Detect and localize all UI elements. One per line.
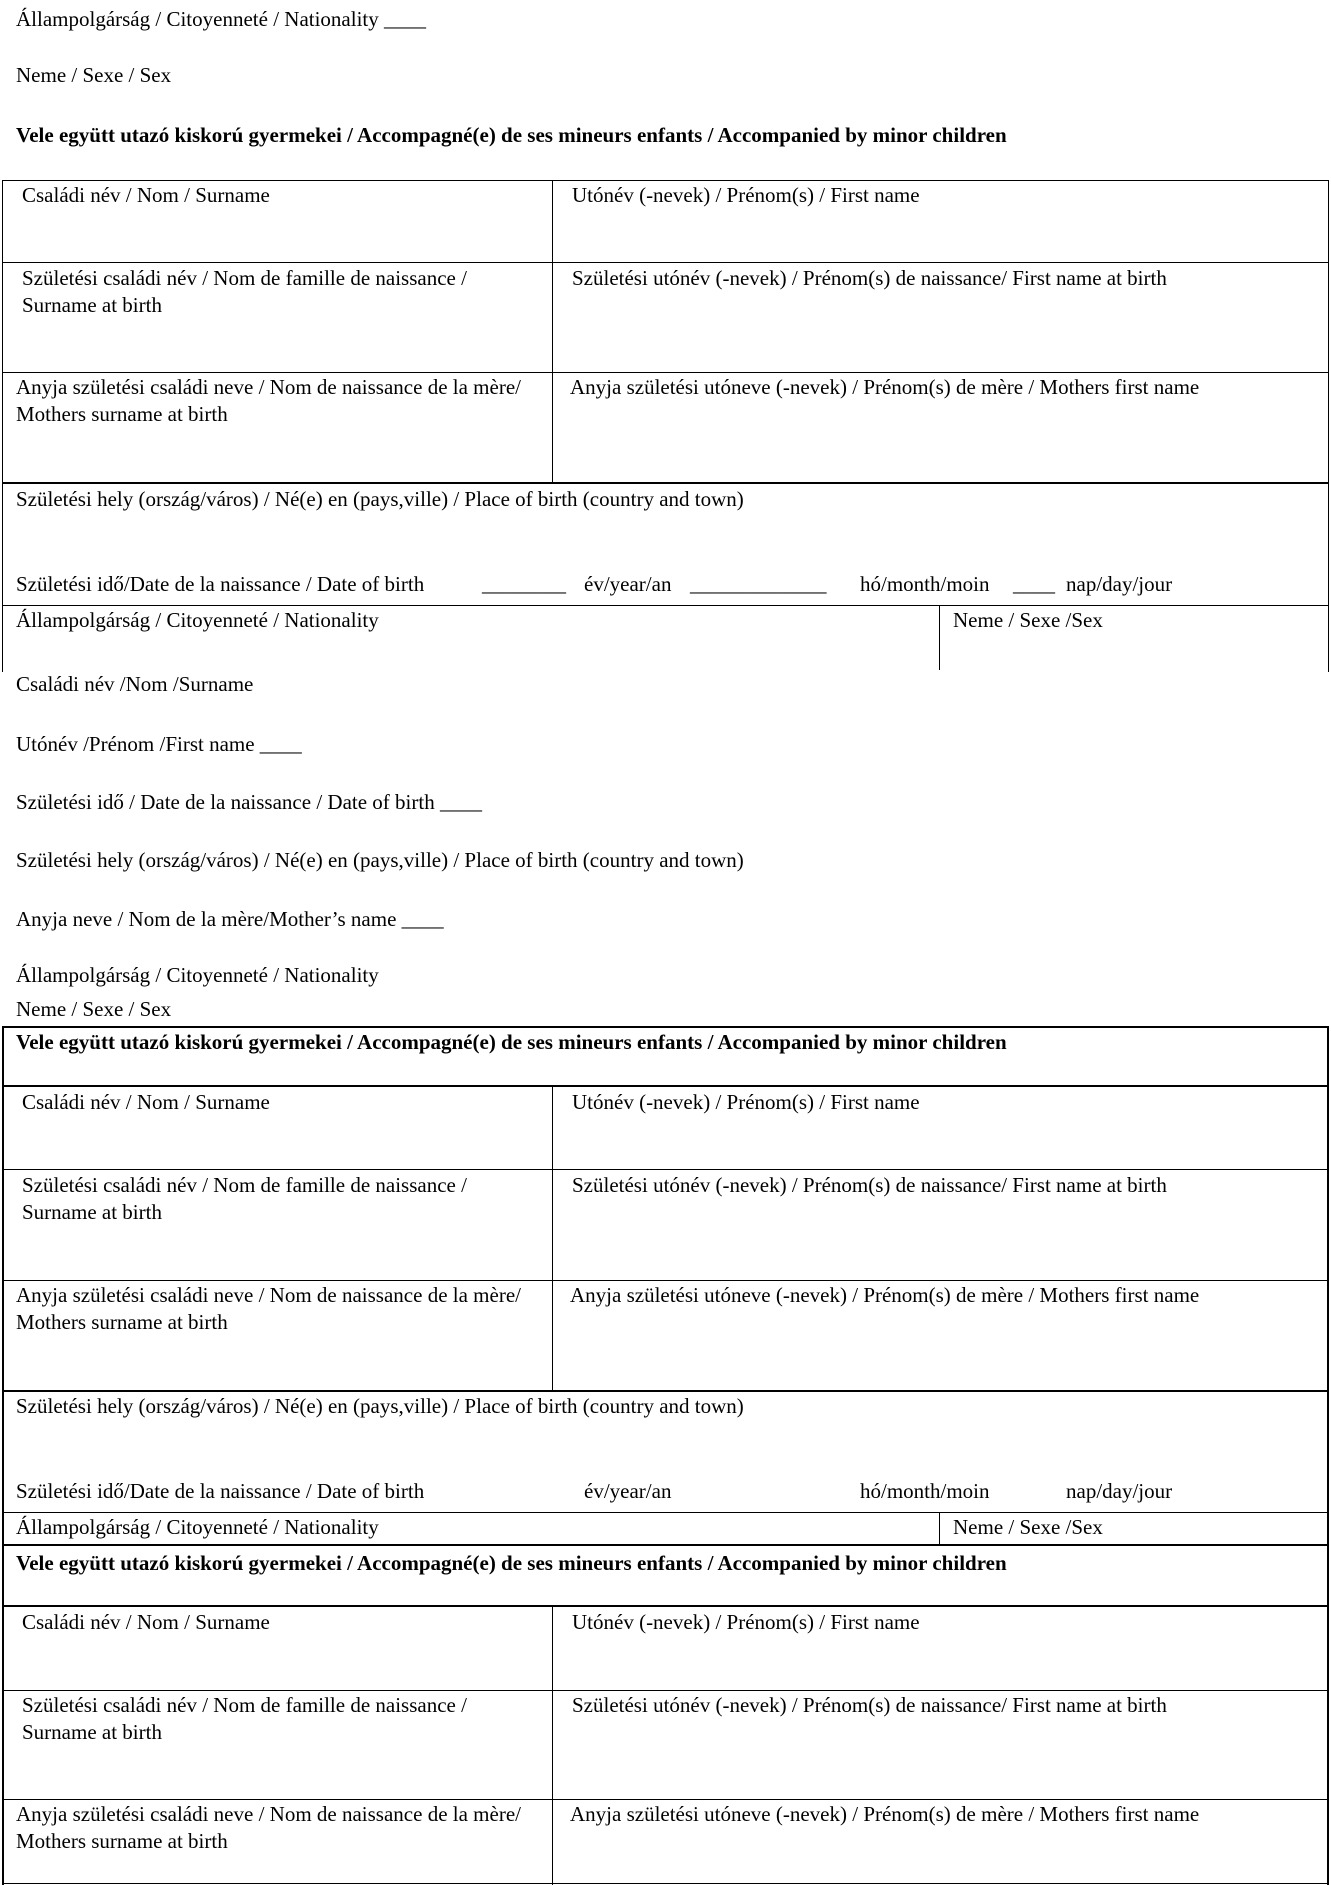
dob-day-blank: ____ [1013, 572, 1055, 596]
first-name-label: Utónév (-nevek) / Prénom(s) / First name [572, 1610, 920, 1634]
block-1-divider [552, 180, 553, 483]
top-sex: Neme / Sexe / Sex [16, 63, 172, 87]
top-nationality: Állampolgárság / Citoyenneté / Nationality ____ [16, 7, 427, 31]
block-2-rule [2, 1280, 1329, 1281]
birth-surname-label: Születési családi név / Nom de famille de naissance / Surname at birth [22, 1693, 467, 1744]
block-3-left-edge [2, 1546, 4, 1885]
block-2-rule [2, 1085, 1329, 1087]
block-1-rule [2, 262, 1329, 263]
top-accompanied-heading: Vele együtt utazó kiskorú gyermekei / Accompagné(e) de ses mineurs enfants / Accompanied by minor children [16, 123, 1007, 147]
block-3-divider [552, 1606, 553, 1885]
block-2-rule [2, 1512, 1329, 1513]
mid-dob: Születési idő / Date de la naissance / Date of birth ____ [16, 790, 482, 814]
dob-month-label: hó/month/moin [860, 572, 990, 596]
place-of-birth-label: Születési hely (ország/város) / Né(e) en (pays,ville) / Place of birth (country and town) [16, 1394, 744, 1418]
place-of-birth-label: Születési hely (ország/város) / Né(e) en (pays,ville) / Place of birth (country and town) [16, 487, 744, 511]
mother-first-name-label: Anyja születési utóneve (-nevek) / Prénom(s) de mère / Mothers first name [570, 1283, 1200, 1307]
surname-label: Családi név / Nom / Surname [22, 183, 270, 207]
block-2-divider [552, 1086, 553, 1392]
block-2-rule [2, 1169, 1329, 1170]
block-1-divider [939, 605, 940, 672]
dob-label: Születési idő/Date de la naissance / Date of birth [16, 1479, 425, 1503]
mid-surname: Családi név /Nom /Surname [16, 672, 254, 696]
block-1-rule [2, 372, 1329, 373]
mid-first-name: Utónév /Prénom /First name ____ [16, 732, 302, 756]
mother-first-name-label: Anyja születési utóneve (-nevek) / Prénom(s) de mère / Mothers first name [570, 375, 1200, 399]
block-2-divider [939, 1512, 940, 1546]
dob-month-blank: _____________ [690, 572, 827, 596]
sex-label: Neme / Sexe /Sex [953, 608, 1103, 632]
first-name-label: Utónév (-nevek) / Prénom(s) / First name [572, 183, 920, 207]
birth-surname-label: Születési családi név / Nom de famille de naissance / Surname at birth [22, 1173, 467, 1224]
birth-first-name-label: Születési utónév (-nevek) / Prénom(s) de naissance/ First name at birth [572, 266, 1167, 290]
mother-surname-label: Anyja születési családi neve / Nom de naissance de la mère/ Mothers surname at birth [16, 1283, 521, 1334]
accompanied-heading: Vele együtt utazó kiskorú gyermekei / Accompagné(e) de ses mineurs enfants / Accompanied by minor children [16, 1551, 1007, 1575]
nationality-label: Állampolgárság / Citoyenneté / Nationality [16, 1515, 379, 1539]
dob-year-blank: ________ [482, 572, 566, 596]
dob-label: Születési idő/Date de la naissance / Date of birth [16, 572, 425, 596]
block-3-rule [2, 1690, 1329, 1691]
first-name-label: Utónév (-nevek) / Prénom(s) / First name [572, 1090, 920, 1114]
mid-sex: Neme / Sexe / Sex [16, 997, 172, 1021]
accompanied-heading: Vele együtt utazó kiskorú gyermekei / Accompagné(e) de ses mineurs enfants / Accompanied by minor children [16, 1030, 1007, 1054]
block-3-right-edge [1327, 1546, 1329, 1885]
dob-year-label: év/year/an [584, 1479, 672, 1503]
block-3-rule [2, 1883, 1329, 1884]
mother-surname-label: Anyja születési családi neve / Nom de naissance de la mère/ Mothers surname at birth [16, 375, 521, 426]
surname-label: Családi név / Nom / Surname [22, 1090, 270, 1114]
sex-label: Neme / Sexe /Sex [953, 1515, 1103, 1539]
mid-nationality: Állampolgárság / Citoyenneté / Nationality [16, 963, 379, 987]
block-2-rule [2, 1390, 1329, 1392]
birth-surname-label: Születési családi név / Nom de famille de naissance / Surname at birth [22, 266, 467, 317]
dob-day-label: nap/day/jour [1066, 1479, 1173, 1503]
block-1-rule [2, 482, 1329, 484]
birth-first-name-label: Születési utónév (-nevek) / Prénom(s) de naissance/ First name at birth [572, 1173, 1167, 1197]
block-1-rule [2, 605, 1329, 606]
birth-first-name-label: Születési utónév (-nevek) / Prénom(s) de naissance/ First name at birth [572, 1693, 1167, 1717]
block-3-rule [2, 1799, 1329, 1800]
mid-place-of-birth: Születési hely (ország/város) / Né(e) en (pays,ville) / Place of birth (country and town) [16, 848, 744, 872]
dob-month-label: hó/month/moin [860, 1479, 990, 1503]
surname-label: Családi név / Nom / Surname [22, 1610, 270, 1634]
mid-mother-name: Anyja neve / Nom de la mère/Mother’s name ____ [16, 907, 444, 931]
mother-first-name-label: Anyja születési utóneve (-nevek) / Prénom(s) de mère / Mothers first name [570, 1802, 1200, 1826]
dob-year-label: év/year/an [584, 572, 672, 596]
nationality-label: Állampolgárság / Citoyenneté / Nationality [16, 608, 379, 632]
dob-day-label: nap/day/jour [1066, 572, 1173, 596]
mother-surname-label: Anyja születési családi neve / Nom de naissance de la mère/ Mothers surname at birth [16, 1802, 521, 1853]
block-3-rule [2, 1605, 1329, 1607]
